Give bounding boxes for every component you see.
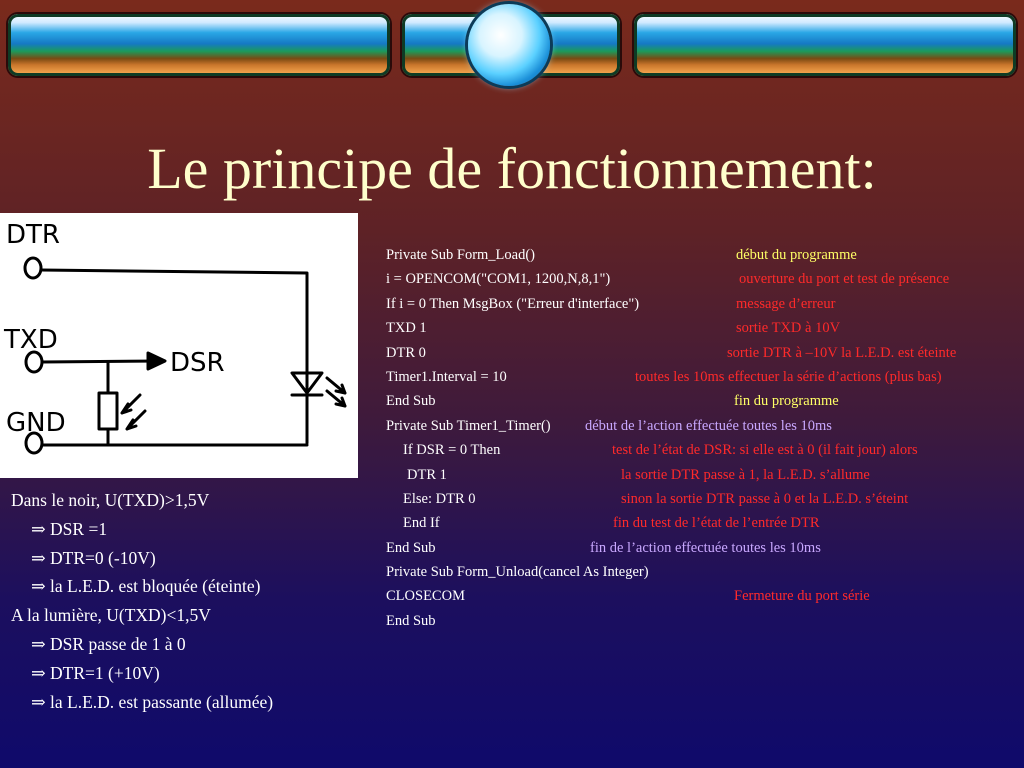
code-statement: End Sub — [386, 612, 436, 629]
code-comment: fin du programme — [734, 393, 839, 410]
code-line — [386, 414, 1016, 438]
ldr-light-arrow-1 — [122, 395, 140, 413]
dsr-label: DSR — [170, 348, 225, 378]
code-line — [386, 389, 1016, 413]
circuit-diagram — [0, 213, 358, 478]
code-statement: Private Sub Timer1_Timer() — [386, 417, 551, 434]
code-comment: fin du test de l’état de l’entrée DTR — [613, 515, 820, 532]
dtr-label: DTR — [6, 220, 60, 250]
code-line — [386, 511, 1016, 535]
txd-label: TXD — [4, 325, 58, 355]
code-line — [386, 487, 1016, 511]
note-line: ⇒ la L.E.D. est passante (allumée) — [31, 691, 274, 712]
code-statement: End If — [403, 515, 440, 532]
dtr-terminal — [25, 258, 41, 278]
note-line: ⇒ DSR =1 — [31, 518, 108, 539]
explanation-list — [11, 486, 273, 716]
code-statement: i = OPENCOM("COM1, 1200,N,8,1") — [386, 271, 611, 288]
note-line: Dans le noir, U(TXD)>1,5V — [11, 490, 210, 510]
note-line: ⇒ DSR passe de 1 à 0 — [31, 633, 186, 654]
gnd-label: GND — [6, 408, 66, 438]
code-statement: Timer1.Interval = 10 — [386, 368, 507, 385]
code-comment: toutes les 10ms effectuer la série d’actions (plus bas) — [635, 368, 942, 385]
note-line: ⇒ DTR=0 (-10V) — [31, 547, 156, 568]
code-statement: If DSR = 0 Then — [403, 442, 501, 459]
code-line — [386, 267, 1016, 291]
code-comment: début de l’action effectuée toutes les 10ms — [585, 417, 832, 434]
header-banner-right — [634, 14, 1016, 76]
txd-terminal — [26, 352, 42, 372]
code-statement: Private Sub Form_Load() — [386, 247, 536, 263]
code-comment: Fermeture du port série — [734, 588, 870, 605]
code-line — [386, 438, 1016, 462]
ldr-resistor — [99, 393, 117, 429]
code-comment: début du programme — [736, 247, 857, 263]
code-line — [386, 341, 1016, 365]
code-line — [386, 536, 1016, 560]
code-line — [386, 316, 1016, 340]
circuit-svg — [0, 213, 358, 478]
code-line — [386, 584, 1016, 608]
ldr-light-arrow-2 — [127, 411, 145, 429]
globe-icon — [468, 4, 550, 86]
code-statement: DTR 0 — [386, 344, 426, 361]
code-comment: sortie TXD à 10V — [736, 320, 841, 337]
slide-title: Le principe de fonctionnement: — [147, 136, 877, 201]
code-comment: la sortie DTR passe à 1, la L.E.D. s’allume — [621, 466, 870, 483]
code-statement: If i = 0 Then MsgBox ("Erreur d'interface") — [386, 295, 640, 312]
code-statement: CLOSECOM — [386, 588, 465, 605]
code-line — [386, 365, 1016, 389]
code-statement: Private Sub Form_Unload(cancel As Integer) — [386, 564, 649, 581]
code-comment: fin de l’action effectuée toutes les 10ms — [590, 539, 821, 556]
code-line — [386, 243, 1016, 267]
led-light-arrow-1 — [327, 378, 345, 393]
note-line: A la lumière, U(TXD)<1,5V — [11, 605, 211, 626]
code-comment: test de l’état de DSR: si elle est à 0 (il fait jour) alors — [612, 442, 918, 459]
code-statement: End Sub — [386, 539, 436, 556]
code-line — [386, 560, 1016, 584]
code-statement: Else: DTR 0 — [403, 490, 476, 507]
header-banner-left — [8, 14, 390, 76]
code-comment: ouverture du port et test de présence — [739, 271, 950, 288]
code-statement: End Sub — [386, 393, 436, 410]
code-comment: message d’erreur — [736, 295, 836, 312]
note-line: ⇒ DTR=1 (+10V) — [31, 662, 160, 683]
dsr-arrow — [148, 353, 165, 369]
code-line — [386, 292, 1016, 316]
code-statement: TXD 1 — [386, 320, 427, 337]
code-comment: sortie DTR à –10V la L.E.D. est éteinte — [727, 344, 957, 361]
txd-wire — [42, 361, 160, 362]
code-statement: DTR 1 — [407, 466, 447, 483]
note-line: ⇒ la L.E.D. est bloquée (éteinte) — [31, 576, 261, 597]
code-comment: sinon la sortie DTR passe à 0 et la L.E.D. s’éteint — [621, 490, 909, 507]
code-listing — [386, 243, 1016, 633]
code-line — [386, 463, 1016, 487]
code-line — [386, 609, 1016, 633]
